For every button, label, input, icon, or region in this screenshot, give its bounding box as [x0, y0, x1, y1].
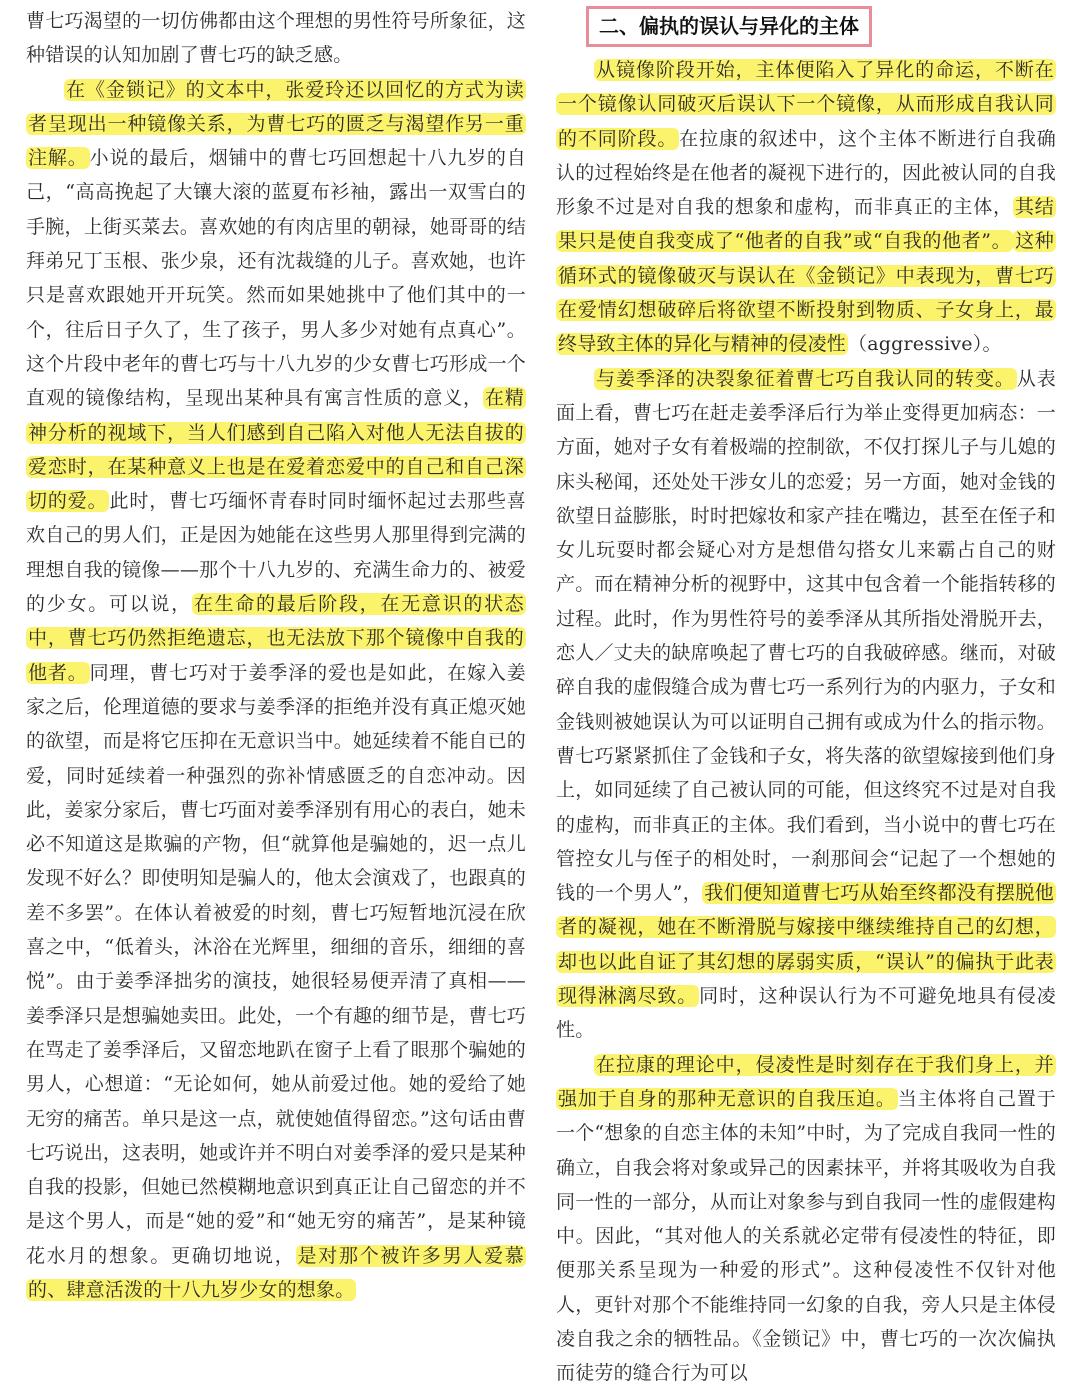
highlighted-text: 在拉康的理论中，侵凌性是时刻存在于我们身上，并强加于自身的那种无意识的自我压迫。	[558, 1053, 1054, 1110]
left-paragraph-1	[26, 4, 526, 73]
highlighted-text: 从镜像阶段开始，主体便陷入了异化的命运，不断在一个镜像认同破灭后误认下一个镜像，从而形成自我认同的不同阶段。	[558, 59, 1054, 150]
highlighted-text: 其结果只是使自我变成了“他者的自我”或“自我的他者”。	[558, 196, 1054, 253]
body-text: 小说的最后，烟铺中的曹七巧回想起十八九岁的自己，“高高挽起了大镶大滚的蓝夏布衫袖，露出一双雪白的手腕，上街买菜去。喜欢她的有肉店里的朝禄，她哥哥的结拜弟兄丁玉根、张少泉，还有沈裁缝的儿子。喜欢她，也许只是喜欢跟她开开玩笑。然而如果她挑中了他们其中的一个，往后日子久了，生了孩子，男人多少对她有点真心”。这个片段中老年的曹七巧与十八九岁的少女曹七巧形成一个直观的镜像结构，呈现出某种具有寓言性质的意义，	[26, 147, 526, 410]
body-text: 同理，曹七巧对于姜季泽的爱也是如此，在嫁入姜家之后，伦理道德的要求与姜季泽的拒绝并没有真正熄灭她的欲望，而是将它压抑在无意识当中。她延续着不能自已的爱，同时延续着一种强烈的弥补情感匮乏的自恋冲动。因此，姜家分家后，曹七巧面对姜季泽别有用心的表白，她未必不知道这是欺骗的产物，但“就算他是骗她的，迟一点儿发现不好么？即使明知是骗人的，他太会演戏了，也跟真的差不多罢”。在体认着被爱的时刻，曹七巧短暂地沉浸在欣喜之中，“低着头，沐浴在光辉里，细细的音乐，细细的喜悦”。由于姜季泽拙劣的演技，她很轻易便弄清了真相——姜季泽只是想骗她卖田。此处，一个有趣的细节是，曹七巧在骂走了姜季泽后，又留恋地趴在窗子上看了眼那个骗她的男人，心想道：“无论如何，她从前爱过他。她的爱给了她无穷的痛苦。单只是这一点，就使她值得留恋。”这句话由曹七巧说出，这表明，她或许并不明白对姜季泽的爱只是某种自我的投影，但她已然模糊地意识到真正让自己留恋的并不是这个男人，而是“她的爱”和“她无穷的痛苦”，是某种镜花水月的想象。更确切地说，	[26, 661, 526, 1267]
section-heading: 二、偏执的误认与异化的主体	[586, 6, 872, 47]
highlighted-text: 我们便知道曹七巧从始至终都没有摆脱他者的凝视，她在不断滑脱与嫁接中继续维持自己的幻想，却也以此自证了其幻想的孱弱实质，“误认”的偏执于此表现得淋漓尽致。	[558, 882, 1054, 1008]
left-paragraph-2	[26, 73, 526, 1308]
body-text: 在拉康的叙述中，这个主体不断进行自我确认的过程始终是在他者的凝视下进行的，因此被认同的自我形象不过是对自我的想象和虚构，而非真正的主体，	[556, 127, 1056, 219]
right-paragraph-1	[556, 53, 1056, 362]
highlighted-text: 是对那个被许多男人爱慕的、肆意活泼的十八九岁少女的想象。	[28, 1244, 524, 1301]
highlighted-text: 在《金锁记》的文本中，张爱玲还以回忆的方式为读者呈现出一种镜像关系，为曹七巧的匮乏与渴望作另一重注解。	[28, 78, 524, 170]
highlighted-text: 在精神分析的视域下，当人们感到自己陷入对他人无法自拔的爱恋时，在某种意义上也是在爱着恋爱中的自己和自己深切的爱。	[28, 387, 524, 513]
body-text: 曹七巧渴望的一切仿佛都由这个理想的男性符号所象征，这种错误的认知加剧了曹七巧的缺乏感。	[26, 10, 526, 67]
body-text: （aggressive）。	[848, 333, 1002, 356]
body-text: 当主体将自己置于一个“想象的自恋主体的未知”中时，为了完成自我同一性的确立，自我会将对象或异己的因素抹平，并将其吸收为自我同一性的一部分，从而让对象参与到自我同一性的虚假建构中。因此，“其对他人的关系就必定带有侵凌性的特征，即便那关系呈现为一种爱的形式”。这种侵凌性不仅针对他人，更针对那个不能维持同一幻象的自我，旁人只是主体侵凌自我之余的牺牲品。《金锁记》中，曹七巧的一次次偏执而徒劳的缝合行为可以	[556, 1087, 1056, 1385]
body-text: 同时，这种误认行为不可避免地具有侵凌性。	[556, 985, 1057, 1042]
left-column	[26, 4, 526, 1307]
right-paragraph-2	[556, 362, 1056, 1048]
right-column	[556, 4, 1056, 1391]
body-text: 从表面上看，曹七巧在赶走姜季泽后行为举止变得更加病态：一方面，她对子女有着极端的控制欲，不仅打探儿子与儿媳的床头秘闻，还处处干涉女儿的恋爱；另一方面，她对金钱的欲望日益膨胀，时时把嫁妆和家产挂在嘴边，甚至在侄子和女儿玩耍时都会疑心对方是想借勾搭女儿来霸占自己的财产。而在精神分析的视野中，这其中包含着一个能指转移的过程。此时，作为男性符号的姜季泽从其所指处滑脱开去，恋人／丈夫的缺席唤起了曹七巧的自我破碎感。继而，对破碎自我的虚假缝合成为曹七巧一系列行为的内驱力，子女和金钱则被她误认为可以证明自己拥有或成为什么的指示物。曹七巧紧紧抓住了金钱和子女，将失落的欲望嫁接到他们身上，如同延续了自己被认同的可能，但这终究不过是对自我的虚构，而非真正的主体。我们看到，当小说中的曹七巧在管控女儿与侄子的相处时，一刹那间会“记起了一个想她的钱的一个男人”，	[556, 367, 1057, 905]
highlighted-text: 这种循环式的镜像破灭与误认在《金锁记》中表现为，曹七巧在爱情幻想破碎后将欲望不断投射到物质、子女身上，最终导致主体的异化与精神的侵凌性	[558, 230, 1055, 356]
right-paragraph-3	[556, 1048, 1056, 1391]
body-text: 此时，曹七巧缅怀青春时同时缅怀起过去那些喜欢自己的男人们，正是因为她能在这些男人那里得到完满的理想自我的镜像——那个十八九岁的、充满生命力的、被爱的少女。可以说，	[26, 490, 526, 616]
highlighted-text: 在生命的最后阶段，在无意识的状态中，曹七巧仍然拒绝遗忘，也无法放下那个镜像中自我的他者。	[28, 593, 524, 684]
highlighted-text: 与姜季泽的决裂象征着曹七巧自我认同的转变。	[596, 367, 1015, 390]
